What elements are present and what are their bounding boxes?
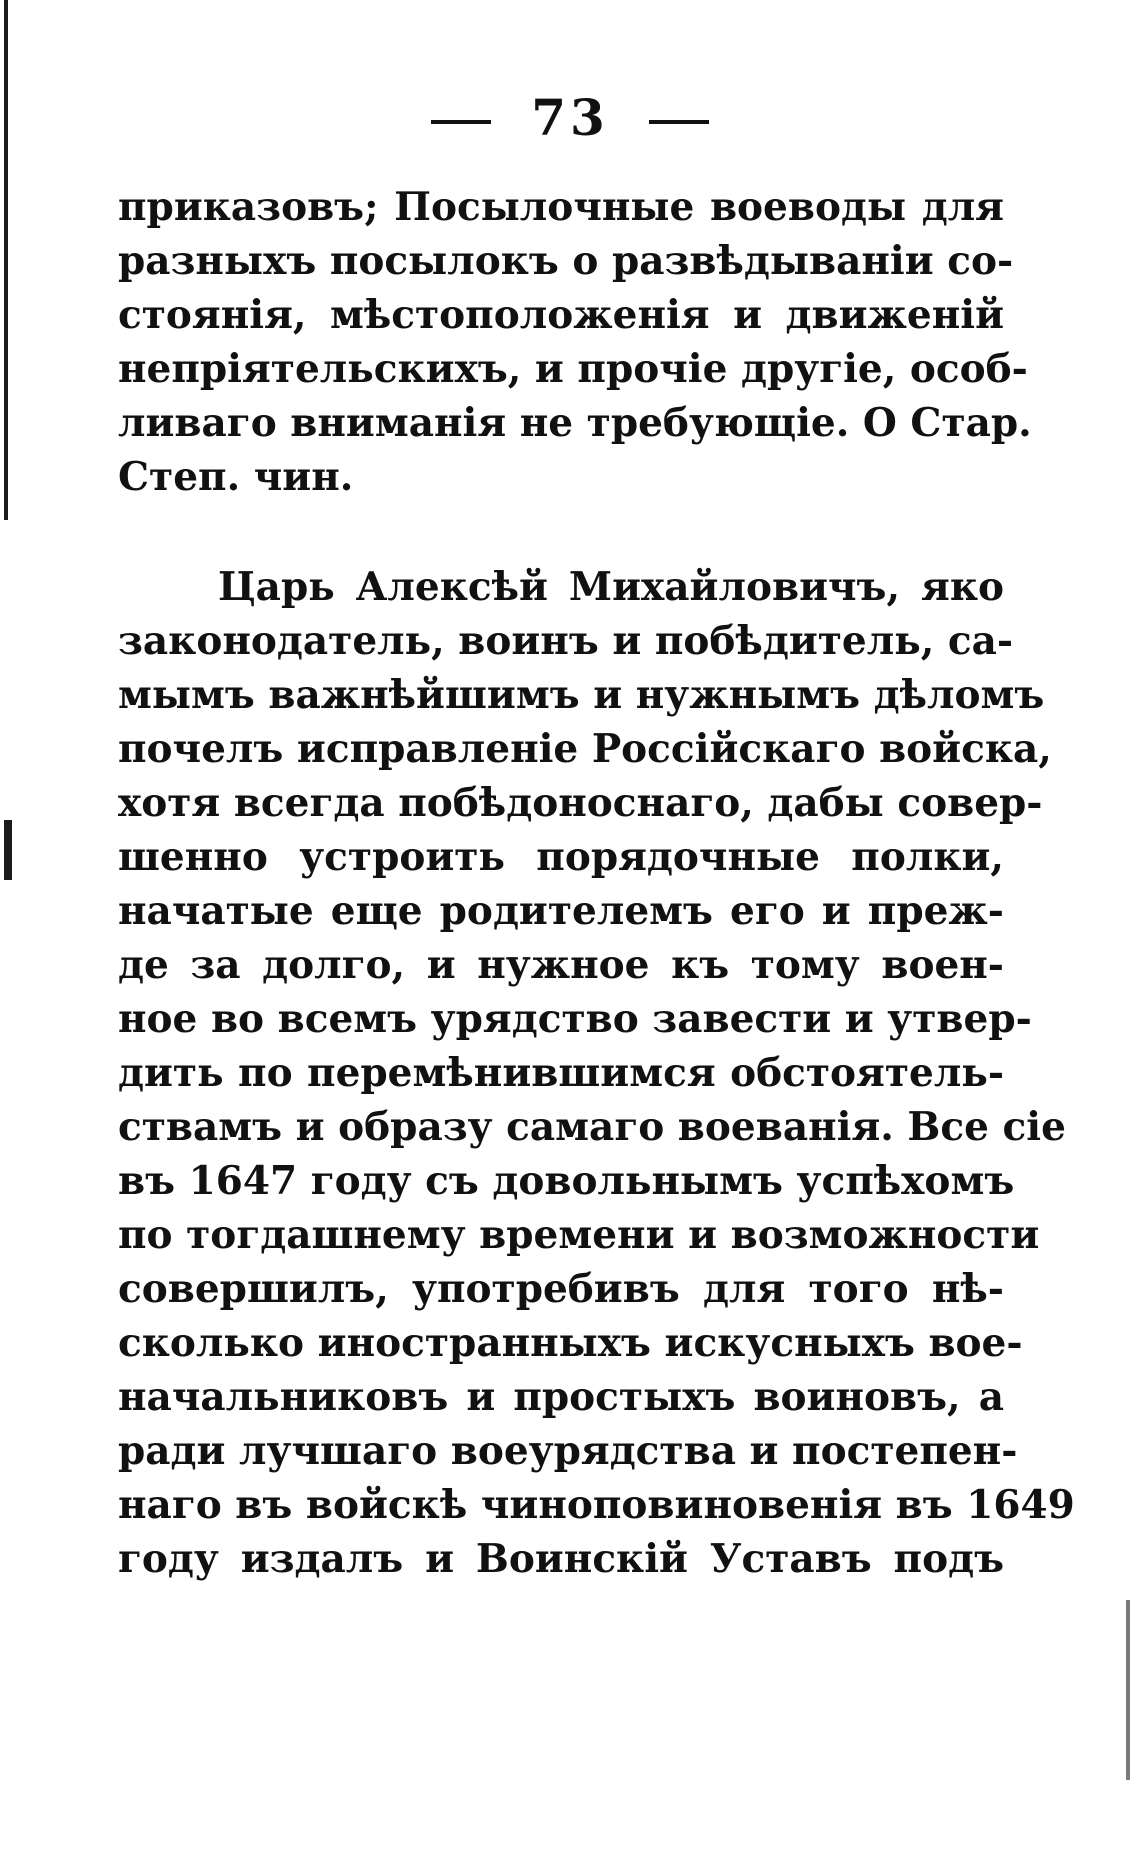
text-line: хотя всегда побѣдоноснаго, дабы совер- xyxy=(118,780,1043,826)
text-line: ради лучшаго воеурядства и постепен- xyxy=(118,1428,1018,1474)
text-line: мымъ важнѣйшимъ и нужнымъ дѣломъ xyxy=(118,672,1045,718)
scan-edge-rule xyxy=(4,0,8,520)
text-line: въ 1647 году съ довольнымъ успѣхомъ xyxy=(118,1158,1015,1204)
scan-edge-mark xyxy=(4,820,12,880)
text-line: сколько иностранныхъ искусныхъ вое- xyxy=(118,1320,1023,1366)
text-line: почелъ исправленiе Россiйскаго войска, xyxy=(118,726,1052,772)
text-line: дить по перемѣнившимся обстоятель- xyxy=(118,1050,1004,1096)
header-dash-left xyxy=(431,120,491,124)
text-line: разныхъ посылокъ о развѣдыванiи со- xyxy=(118,238,1014,284)
scan-edge-mark-right xyxy=(1126,1600,1130,1780)
text-line: начальниковъ и простыхъ воиновъ, а xyxy=(118,1374,1004,1420)
text-line: ное во всемъ урядство завести и утвер- xyxy=(118,996,1032,1042)
text-line: году издалъ и Воинскiй Уставъ подъ xyxy=(118,1536,1004,1582)
text-line: по тогдашнему времени и возможности xyxy=(118,1212,1040,1258)
text-line: начатые еще родителемъ его и преж- xyxy=(118,888,1004,934)
text-line: Царь Алексѣй Михайловичъ, яко xyxy=(218,564,1004,610)
page-number: 73 xyxy=(531,88,609,147)
text-line: стоянiя, мѣстоположенiя и движенiй xyxy=(118,292,1004,338)
text-line: шенно устроить порядочные полки, xyxy=(118,834,1004,880)
text-line: непрiятельскихъ, и прочiе другiе, особ- xyxy=(118,346,1028,392)
text-line: ствамъ и образу самаго воеванiя. Все сiе xyxy=(118,1104,1066,1150)
paragraph-1 xyxy=(118,180,1032,504)
text-line: приказовъ; Посылочные воеводы для xyxy=(118,184,1004,230)
page-header xyxy=(0,88,1140,147)
header-dash-right xyxy=(649,120,709,124)
text-line: наго въ войскѣ чиноповиновенiя въ 1649 xyxy=(118,1482,1075,1528)
text-line: законодатель, воинъ и побѣдитель, са- xyxy=(118,618,1014,664)
paragraph-2 xyxy=(118,560,1075,1586)
text-line: совершилъ, употребивъ для того нѣ- xyxy=(118,1266,1004,1312)
text-line: Степ. чин. xyxy=(118,454,354,500)
text-line: ливаго вниманiя не требующiе. О Стар. xyxy=(118,400,1032,446)
text-line: де за долго, и нужное къ тому воен- xyxy=(118,942,1004,988)
